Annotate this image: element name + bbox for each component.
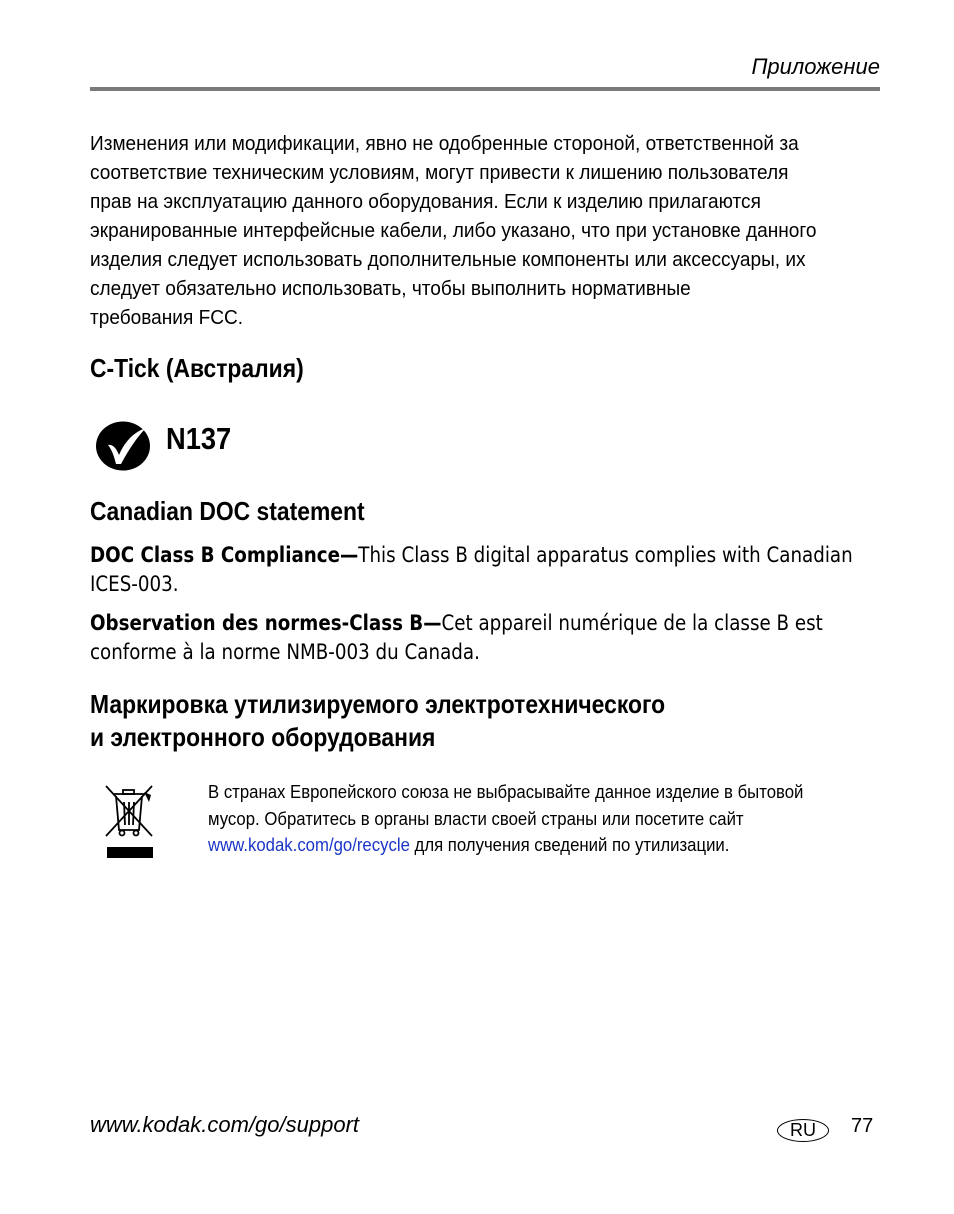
paragraph-line: следует обязательно использовать, чтобы выполнить нормативные: [90, 277, 691, 300]
paragraph-line: [90, 609, 823, 638]
observation-text: Cet appareil numérique de la classe B est: [441, 611, 823, 635]
footer-url: www.kodak.com/go/support: [90, 1112, 360, 1137]
paragraph-line: требования FCC.: [90, 306, 244, 329]
paragraph-line: Изменения или модификации, явно не одобренные стороной, ответственной за: [90, 132, 799, 155]
doc-compliance-label: DOC Class B Compliance—: [90, 543, 359, 567]
paragraph-line: В странах Европейского союза не выбрасывайте данное изделие в бытовой: [208, 782, 804, 802]
ctick-supplier-code: N137: [166, 421, 232, 456]
header-divider: [90, 87, 880, 91]
doc-compliance-text: This Class B digital apparatus complies with Canadian: [358, 543, 853, 567]
ctick-mark-icon: [94, 419, 154, 472]
recycle-link-suffix: для получения сведений по утилизации.: [409, 835, 730, 855]
language-badge: RU: [777, 1119, 829, 1142]
paragraph-line: прав на эксплуатацию данного оборудования. Если к изделию прилагаются: [90, 190, 761, 213]
doc-compliance-paragraph: [90, 541, 853, 599]
weee-paragraph: [208, 779, 859, 859]
paragraph-line: мусор. Обратитесь в органы власти своей страны или посетите сайт: [208, 808, 744, 829]
observation-label: Observation des normes-Class B—: [90, 611, 442, 635]
page-number: 77: [851, 1115, 874, 1137]
canadian-doc-heading: Canadian DOC statement: [90, 496, 365, 526]
paragraph-line: [90, 541, 853, 570]
heading-line: и электронного оборудования: [90, 722, 436, 752]
paragraph-line: conforme à la norme NMB-003 du Canada.: [90, 640, 480, 664]
ctick-heading: C-Tick (Австралия): [90, 353, 304, 383]
paragraph-line: соответствие техническим условиям, могут привести к лишению пользователя: [90, 161, 789, 184]
recycle-link[interactable]: www.kodak.com/go/recycle: [208, 835, 410, 855]
heading-line: Маркировка утилизируемого электротехнического: [90, 689, 666, 719]
paragraph-line: [208, 832, 859, 859]
paragraph-line: экранированные интерфейсные кабели, либо указано, что при установке данного: [90, 219, 817, 242]
paragraph-line: изделия следует использовать дополнительные компоненты или аксессуары, их: [90, 248, 806, 271]
paragraph-line: ICES-003.: [90, 572, 179, 596]
page-header-title: Приложение: [751, 54, 880, 79]
crossed-bin-icon: [100, 782, 160, 862]
observation-paragraph: [90, 609, 823, 667]
fcc-paragraph: [90, 129, 825, 332]
weee-heading: [90, 688, 665, 754]
